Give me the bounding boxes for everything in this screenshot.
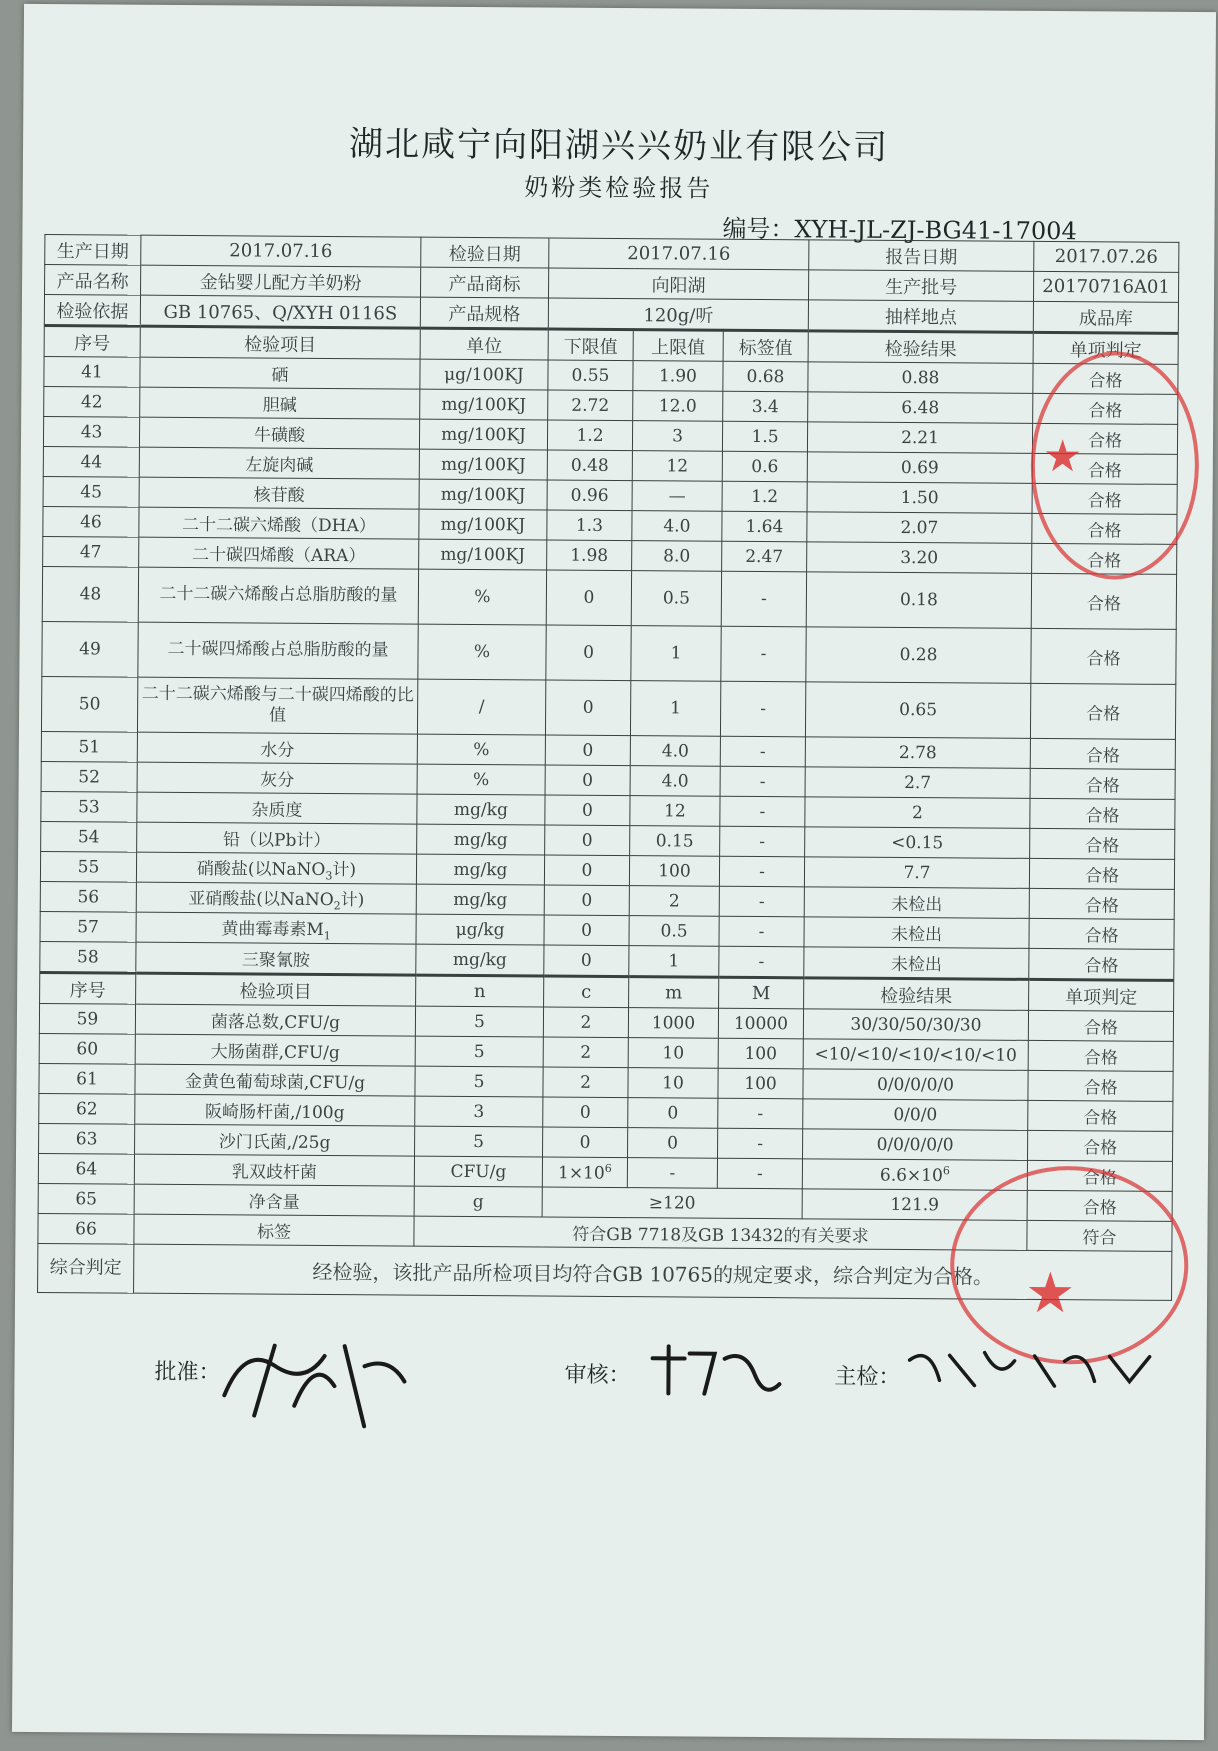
info-label: 生产批号 xyxy=(809,270,1034,302)
row-hi: 1.90 xyxy=(633,361,723,392)
row-label: 0.68 xyxy=(723,361,808,392)
row-judge: 合格 xyxy=(1032,423,1177,454)
row-judge: 合格 xyxy=(1033,363,1178,394)
row-label: - xyxy=(721,626,806,682)
row-no: 50 xyxy=(41,677,137,733)
row-label: - xyxy=(719,856,804,887)
chem-rows-tall xyxy=(41,567,1176,740)
item-text: 亚硝酸盐(以NaNO xyxy=(188,888,334,910)
row-hi: 0.5 xyxy=(629,916,719,947)
row-spec: 符合GB 7718及GB 13432的有关要求 xyxy=(414,1216,1027,1250)
info-value: GB 10765、Q/XYH 0116S xyxy=(140,295,420,328)
row-no: 53 xyxy=(41,791,137,822)
row-lo: 0.96 xyxy=(547,480,632,511)
row-no: 48 xyxy=(42,567,138,623)
row-lo: 0 xyxy=(546,570,631,626)
row-result: 0.69 xyxy=(807,452,1032,484)
seal-star-icon: ★ xyxy=(1024,1260,1076,1327)
row-hi: 1 xyxy=(630,681,720,737)
row-no: 43 xyxy=(43,417,139,448)
row-unit: mg/kg xyxy=(416,884,544,915)
row-judge: 合格 xyxy=(1033,393,1178,424)
row-lo: 0 xyxy=(545,795,630,826)
row-result: 未检出 xyxy=(804,887,1029,919)
approve-label: 批准： xyxy=(154,1359,221,1386)
row-item: 杂质度 xyxy=(137,792,417,824)
document-number: 编号：XYH-JL-ZJ-BG41-17004 xyxy=(722,214,1077,246)
row-judge: 合格 xyxy=(1028,1130,1173,1161)
row-label: - xyxy=(721,571,806,627)
row-hi: 1 xyxy=(629,946,719,978)
row-hi: 4.0 xyxy=(632,511,722,542)
row-result: 2.7 xyxy=(805,767,1030,799)
item-text: 硝酸盐(以NaNO xyxy=(196,858,326,880)
row-item: 水分 xyxy=(137,732,417,764)
row-no: 55 xyxy=(40,851,136,882)
item-subscript: 1 xyxy=(323,929,331,943)
company-name: 湖北咸宁向阳湖兴兴奶业有限公司 xyxy=(348,124,890,168)
row-unit: CFU/g xyxy=(414,1156,542,1187)
row-no: 66 xyxy=(38,1213,134,1244)
row-no: 62 xyxy=(39,1093,135,1124)
row-label: 1.5 xyxy=(722,421,807,452)
row-label: 1.2 xyxy=(722,481,807,512)
row-hi: 0.5 xyxy=(631,571,721,627)
seal-star-icon: ★ xyxy=(1042,430,1083,483)
column-header: n xyxy=(416,975,544,1007)
row-judge: 合格 xyxy=(1030,798,1175,829)
row-item xyxy=(136,882,416,914)
column-header: 检验项目 xyxy=(140,326,420,359)
row-judge: 合格 xyxy=(1029,858,1174,889)
row-unit: % xyxy=(418,624,546,680)
column-header: 单项判定 xyxy=(1033,332,1178,364)
conclusion-label: 综合判定 xyxy=(38,1243,134,1293)
value-exponent: 6 xyxy=(942,1163,950,1178)
row-no: 51 xyxy=(41,731,137,762)
item-text: 黄曲霉毒素M xyxy=(221,919,324,940)
row-c: 2 xyxy=(543,1037,628,1068)
row-lo: 1.2 xyxy=(547,420,632,451)
row-result: <0.15 xyxy=(805,827,1030,859)
column-header: m xyxy=(629,977,719,1009)
row-judge: 合格 xyxy=(1030,683,1175,739)
review-label: 审核： xyxy=(564,1362,631,1389)
row-label: 2.47 xyxy=(722,541,807,572)
row-judge: 合格 xyxy=(1032,513,1177,544)
info-label: 检验日期 xyxy=(421,237,549,268)
row-label: - xyxy=(720,796,805,827)
row-M: 10000 xyxy=(718,1008,803,1039)
row-hi: 12 xyxy=(630,796,720,827)
row-item: 牛磺酸 xyxy=(139,417,419,449)
row-label: 3.4 xyxy=(723,391,808,422)
row-unit: mg/100KJ xyxy=(419,419,547,450)
row-result: 0.88 xyxy=(808,362,1033,394)
row-hi: 8.0 xyxy=(632,541,722,572)
row-result: 30/30/50/30/30 xyxy=(803,1009,1028,1041)
value-exponent: 6 xyxy=(604,1161,612,1175)
row-c: 2 xyxy=(543,1067,628,1098)
row-n: 5 xyxy=(415,1126,543,1157)
row-lo: 0 xyxy=(544,945,629,977)
row-no: 60 xyxy=(39,1033,135,1064)
row-item: 核苷酸 xyxy=(139,477,419,509)
approver-signature xyxy=(214,1325,415,1436)
chem-rows xyxy=(43,357,1178,575)
row-judge: 合格 xyxy=(1032,453,1177,484)
row-unit: g xyxy=(414,1186,542,1217)
row-judge: 合格 xyxy=(1028,1040,1173,1071)
row-no: 58 xyxy=(40,941,136,973)
item-text: 计) xyxy=(332,859,357,880)
row-item: 阪崎肠杆菌,/100g xyxy=(135,1094,415,1126)
row-item xyxy=(136,912,416,944)
row-no: 63 xyxy=(39,1123,135,1154)
column-header: 序号 xyxy=(40,972,136,1004)
row-label: - xyxy=(720,736,805,767)
row-lo: 0 xyxy=(545,680,630,736)
row-hi: 3 xyxy=(632,421,722,452)
row-item: 二十二碳六烯酸占总脂肪酸的量 xyxy=(138,567,418,624)
column-header: 检验项目 xyxy=(136,973,416,1006)
row-item xyxy=(136,852,416,884)
row-lo: 0 xyxy=(546,625,631,681)
row-c: 0 xyxy=(543,1097,628,1128)
row-c: 2 xyxy=(543,1007,628,1038)
value-text: 1×10 xyxy=(557,1162,605,1184)
row-result: 2.07 xyxy=(807,512,1032,544)
row-judge: 合格 xyxy=(1031,628,1176,684)
row-label: - xyxy=(720,681,805,737)
row-no: 61 xyxy=(39,1063,135,1094)
row-judge: 合格 xyxy=(1031,573,1176,629)
row-label: 0.6 xyxy=(722,451,807,482)
row-n: 5 xyxy=(415,1006,543,1037)
row-item: 三聚氰胺 xyxy=(136,942,416,975)
table-row xyxy=(42,622,1176,685)
row-m: - xyxy=(627,1158,717,1189)
info-value: 金钻婴儿配方羊奶粉 xyxy=(141,265,421,297)
row-no: 44 xyxy=(43,447,139,478)
row-m: 0 xyxy=(628,1098,718,1129)
row-judge: 合格 xyxy=(1029,948,1174,980)
row-unit: mg/kg xyxy=(417,794,545,825)
row-result: 7.7 xyxy=(804,857,1029,889)
row-no: 57 xyxy=(40,911,136,942)
row-result: 2 xyxy=(805,797,1030,829)
row-item: 灰分 xyxy=(137,762,417,794)
row-item: 硒 xyxy=(140,357,420,389)
info-value: 成品库 xyxy=(1033,301,1178,333)
info-label: 报告日期 xyxy=(809,240,1034,272)
row-hi: 4.0 xyxy=(630,736,720,767)
row-unit: μg/kg xyxy=(416,914,544,945)
row-no: 45 xyxy=(43,477,139,508)
row-n: 5 xyxy=(415,1036,543,1067)
item-subscript: 3 xyxy=(325,869,333,883)
row-result: 2.78 xyxy=(805,737,1030,769)
row-lo: 0 xyxy=(544,915,629,946)
row-result: 0.28 xyxy=(806,627,1031,684)
row-judge: 合格 xyxy=(1030,828,1175,859)
row-item: 胆碱 xyxy=(140,387,420,419)
row-no: 65 xyxy=(38,1183,134,1214)
conclusion-row xyxy=(38,1243,1172,1300)
row-lo: 1.98 xyxy=(547,540,632,571)
row-result: 0/0/0/0/0 xyxy=(803,1069,1028,1101)
row-judge: 符合 xyxy=(1027,1220,1172,1251)
row-lo: 0 xyxy=(545,765,630,796)
row-no: 59 xyxy=(39,1003,135,1034)
row-label: - xyxy=(719,886,804,917)
info-value: 20170716A01 xyxy=(1034,271,1179,302)
inspection-table xyxy=(37,234,1179,1301)
row-unit: mg/kg xyxy=(417,824,545,855)
row-unit: mg/100KJ xyxy=(419,479,547,510)
row-result: 未检出 xyxy=(804,917,1029,949)
row-unit: % xyxy=(417,734,545,765)
row-item: 二十二碳六烯酸与二十碳四烯酸的比值 xyxy=(137,677,417,734)
table-row xyxy=(41,677,1175,740)
row-label: - xyxy=(719,946,804,978)
row-item: 二十碳四烯酸（ARA） xyxy=(139,537,419,569)
row-item: 菌落总数,CFU/g xyxy=(135,1004,415,1036)
column-header: 上限值 xyxy=(633,330,723,362)
row-M: 100 xyxy=(718,1068,803,1099)
row-unit: % xyxy=(417,764,545,795)
row-judge: 合格 xyxy=(1028,1010,1173,1041)
row-no: 47 xyxy=(43,537,139,568)
row-hi: 1 xyxy=(631,626,721,682)
row-lo: 0 xyxy=(544,855,629,886)
row-M: - xyxy=(717,1158,802,1189)
row-judge: 合格 xyxy=(1027,1160,1172,1191)
row-unit: mg/100KJ xyxy=(419,539,547,570)
row-result: 121.9 xyxy=(802,1189,1027,1221)
row-unit: mg/100KJ xyxy=(419,449,547,480)
row-lo: 0 xyxy=(544,885,629,916)
info-value: 2017.07.16 xyxy=(549,238,809,270)
info-label: 检验依据 xyxy=(44,295,140,327)
report-title: 奶粉类检验报告 xyxy=(524,173,714,203)
row-unit: mg/kg xyxy=(416,944,544,976)
row-lo: 0 xyxy=(545,735,630,766)
info-value: 120g/听 xyxy=(548,298,808,331)
row-hi: 12 xyxy=(632,451,722,482)
info-label: 产品规格 xyxy=(420,297,548,329)
row-item: 净含量 xyxy=(134,1184,414,1216)
item-text: 计) xyxy=(340,889,365,911)
column-header: 检验结果 xyxy=(804,978,1029,1011)
row-label: 1.64 xyxy=(722,511,807,542)
row-hi: 4.0 xyxy=(630,766,720,797)
row-lo xyxy=(542,1157,627,1188)
row-hi: 2 xyxy=(629,886,719,917)
info-label: 生产日期 xyxy=(45,235,141,266)
row-result: 1.50 xyxy=(807,482,1032,514)
column-header: 单位 xyxy=(420,328,548,360)
row-lo: 2.72 xyxy=(548,390,633,421)
row-label: - xyxy=(720,826,805,857)
info-value: 2017.07.16 xyxy=(141,235,421,267)
info-value: 2017.07.26 xyxy=(1034,241,1179,272)
row-hi: 0.15 xyxy=(630,826,720,857)
info-value: 向阳湖 xyxy=(549,268,809,300)
report-sheet xyxy=(12,4,1216,1740)
row-no: 54 xyxy=(41,821,137,852)
row-judge: 合格 xyxy=(1028,1070,1173,1101)
row-result: 3.20 xyxy=(807,542,1032,574)
row-item: 金黄色葡萄球菌,CFU/g xyxy=(135,1064,415,1096)
column-header: 下限值 xyxy=(548,329,633,361)
row-unit: % xyxy=(418,569,546,625)
row-judge: 合格 xyxy=(1029,888,1174,919)
row-result: 6.48 xyxy=(808,392,1033,424)
item-subscript: 2 xyxy=(333,899,341,913)
column-header: c xyxy=(544,976,629,1008)
row-m: 1000 xyxy=(628,1008,718,1039)
row-result: 0/0/0 xyxy=(803,1099,1028,1131)
row-n: 3 xyxy=(415,1096,543,1127)
row-item: 沙门氏菌,/25g xyxy=(135,1124,415,1156)
row-lo: 0 xyxy=(545,825,630,856)
table-row xyxy=(42,567,1176,630)
row-item: 标签 xyxy=(134,1214,414,1246)
inspector-signatures xyxy=(904,1340,1164,1402)
row-label: - xyxy=(719,916,804,947)
column-header: M xyxy=(719,977,804,1009)
inspect-label: 主检： xyxy=(834,1364,901,1391)
info-label: 抽样地点 xyxy=(808,300,1033,333)
row-item: 二十二碳六烯酸（DHA） xyxy=(139,507,419,539)
row-hi: — xyxy=(632,481,722,512)
row-result: 0.65 xyxy=(805,682,1030,739)
row-lo: 1.3 xyxy=(547,510,632,541)
row-hi: 12.0 xyxy=(633,391,723,422)
row-lo: 0.55 xyxy=(548,360,633,391)
info-label: 产品商标 xyxy=(421,267,549,298)
conclusion-text: 经检验，该批产品所检项目均符合GB 10765的规定要求，综合判定为合格。 xyxy=(134,1244,1172,1300)
row-item: 二十碳四烯酸占总脂肪酸的量 xyxy=(138,622,418,679)
row-judge: 合格 xyxy=(1028,1100,1173,1131)
row-judge: 合格 xyxy=(1030,768,1175,799)
info-label: 产品名称 xyxy=(45,265,141,296)
row-no: 46 xyxy=(43,507,139,538)
column-header: 序号 xyxy=(44,326,140,358)
row-result: 0.18 xyxy=(806,572,1031,629)
micro-rows xyxy=(39,1003,1174,1161)
row-label: - xyxy=(720,766,805,797)
row-lo: 0.48 xyxy=(547,450,632,481)
row-m: 0 xyxy=(628,1128,718,1159)
row-judge: 合格 xyxy=(1032,483,1177,514)
value-text: 6.6×10 xyxy=(879,1165,943,1186)
row-spec: ≥120 xyxy=(542,1187,802,1219)
column-header: 标签值 xyxy=(723,330,808,362)
row-n: 5 xyxy=(415,1066,543,1097)
row-item: 铅（以Pb计） xyxy=(137,822,417,854)
row-item: 大肠菌群,CFU/g xyxy=(135,1034,415,1066)
column-header: 单项判定 xyxy=(1029,979,1174,1011)
row-no: 56 xyxy=(40,881,136,912)
row-c: 0 xyxy=(543,1127,628,1158)
row-judge: 合格 xyxy=(1029,918,1174,949)
row-result: <10/<10/<10/<10/<10 xyxy=(803,1039,1028,1071)
row-M: - xyxy=(718,1128,803,1159)
row-unit: mg/100KJ xyxy=(420,389,548,420)
row-judge: 合格 xyxy=(1032,543,1177,574)
row-unit: mg/100KJ xyxy=(419,509,547,540)
row-unit: / xyxy=(417,679,545,735)
row-hi: 100 xyxy=(629,856,719,887)
column-header: 检验结果 xyxy=(808,331,1033,364)
chem-rows-b xyxy=(41,731,1176,859)
row-result: 未检出 xyxy=(804,947,1029,980)
row-no: 64 xyxy=(38,1153,134,1184)
row-M: - xyxy=(718,1098,803,1129)
row-result: 0/0/0/0/0 xyxy=(803,1129,1028,1161)
row-m: 10 xyxy=(628,1038,718,1069)
row-unit: μg/100KJ xyxy=(420,359,548,390)
row-no: 52 xyxy=(41,761,137,792)
row-M: 100 xyxy=(718,1038,803,1069)
row-judge: 合格 xyxy=(1027,1190,1172,1221)
row-result xyxy=(802,1159,1027,1191)
row-judge: 合格 xyxy=(1030,738,1175,769)
row-item: 乳双歧杆菌 xyxy=(134,1154,414,1186)
row-no: 41 xyxy=(44,357,140,388)
row-item: 左旋肉碱 xyxy=(139,447,419,479)
row-no: 49 xyxy=(42,622,138,678)
row-result: 2.21 xyxy=(807,422,1032,454)
row-unit: mg/kg xyxy=(416,854,544,885)
reviewer-signature xyxy=(644,1338,784,1409)
row-m: 10 xyxy=(628,1068,718,1099)
row-no: 42 xyxy=(44,387,140,418)
